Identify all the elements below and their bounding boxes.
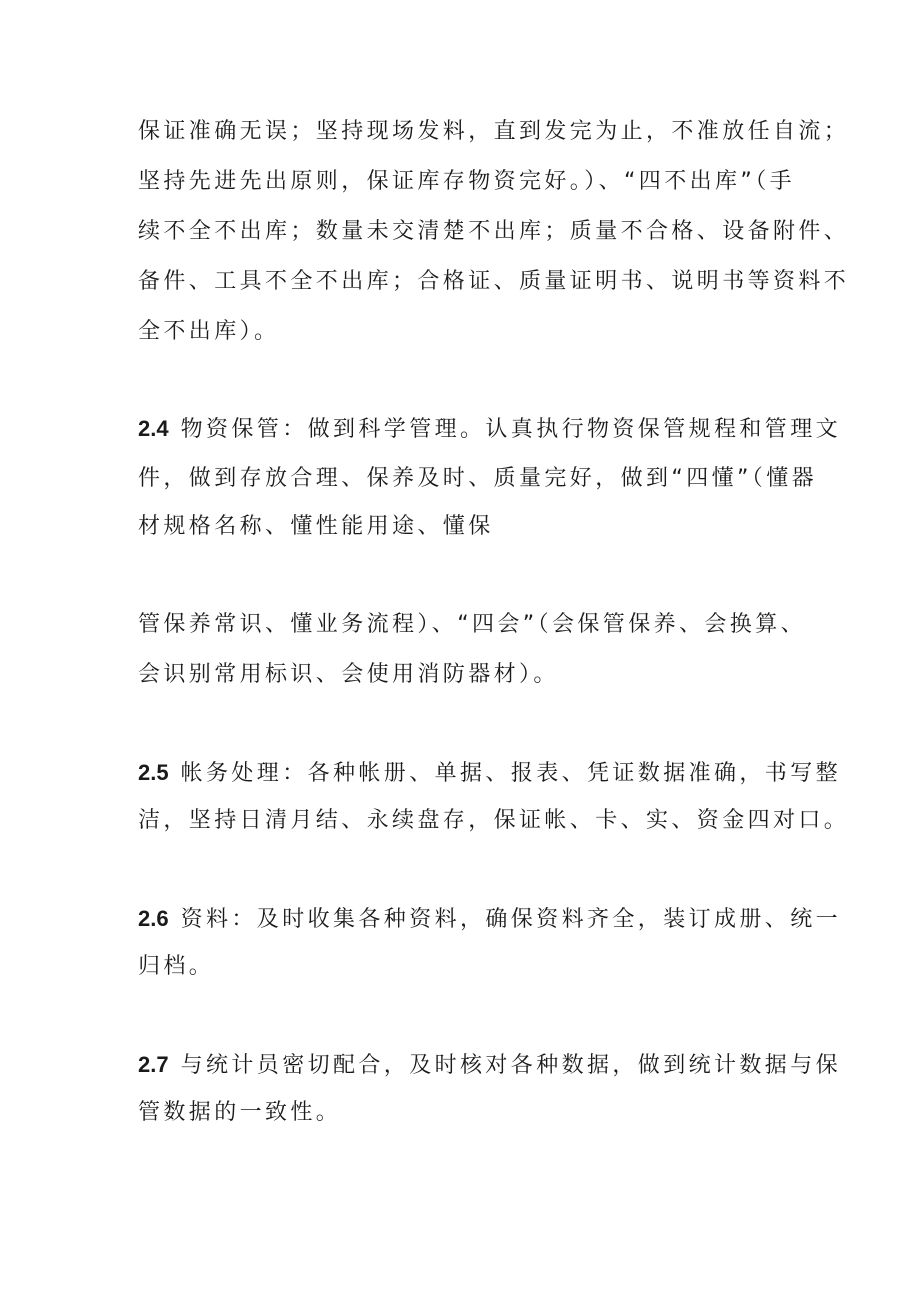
text-line: 管保养常识、懂业务流程）、“四会”（会保管保养、会换算、 <box>138 612 806 637</box>
section-number: 2.7 <box>138 1052 169 1077</box>
text-line: 帐务处理：各种帐册、单据、报表、凭证数据准确，书写整 <box>180 761 841 786</box>
text-line: 坚持先进先出原则，保证库存物资完好。）、“四不出库”（手 <box>138 169 795 194</box>
text-line: 续不全不出库；数量未交清楚不出库；质量不合格、设备附件、 <box>138 219 850 244</box>
text-line: 材规格名称、懂性能用途、懂保 <box>138 514 494 539</box>
text-line: 管数据的一致性。 <box>138 1100 342 1125</box>
text-line: 物资保管：做到科学管理。认真执行物资保管规程和管理文 <box>180 417 841 442</box>
section-first-line <box>138 758 841 788</box>
section-first-line <box>138 414 841 444</box>
text-line: 全不出库）。 <box>138 319 280 344</box>
section-number: 2.4 <box>138 416 169 441</box>
text-line: 备件、工具不全不出库；合格证、质量证明书、说明书等资料不 <box>138 269 850 294</box>
text-line: 与统计员密切配合，及时核对各种数据，做到统计数据与保 <box>180 1053 841 1078</box>
text-line: 保证准确无误；坚持现场发料，直到发完为止，不准放任自流； <box>138 119 850 144</box>
text-line: 会识别常用标识、会使用消防器材）。 <box>138 662 559 687</box>
text-line: 件，做到存放合理、保养及时、质量完好，做到“四懂”（懂器 <box>138 466 817 491</box>
section-first-line <box>138 1050 841 1080</box>
section-first-line <box>138 904 841 934</box>
text-line: 资料：及时收集各种资料，确保资料齐全，装订成册、统一 <box>180 907 841 932</box>
section-number: 2.5 <box>138 760 169 785</box>
text-line: 归档。 <box>138 954 215 979</box>
text-line: 洁，坚持日清月结、永续盘存，保证帐、卡、实、资金四对口。 <box>138 808 850 833</box>
section-number: 2.6 <box>138 906 169 931</box>
